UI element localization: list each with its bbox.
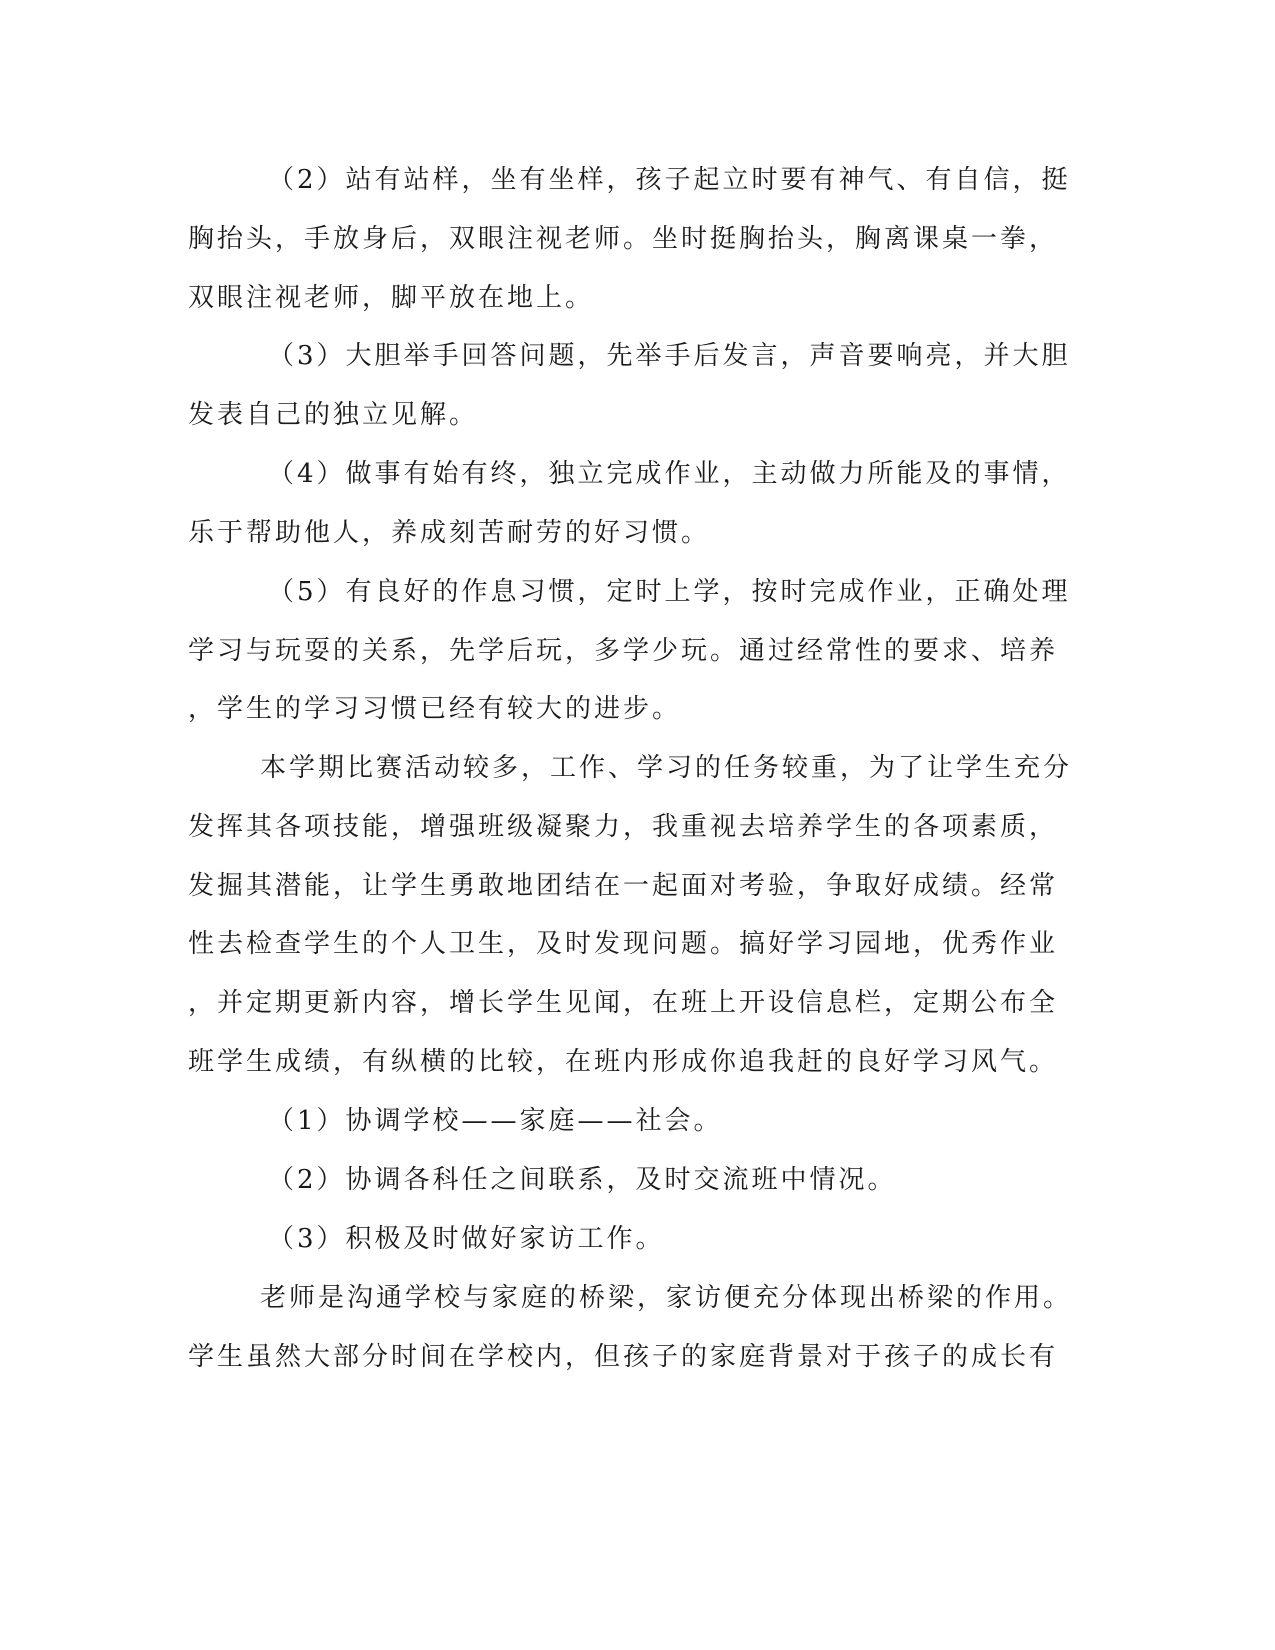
text-line: 老师是沟通学校与家庭的桥梁，家访便充分体现出桥梁的作用。 bbox=[260, 1283, 1073, 1313]
text-line: （3）积极及时做好家访工作。 bbox=[268, 1224, 665, 1254]
text-line: （1）协调学校——家庭——社会。 bbox=[268, 1106, 723, 1136]
text-line: 双眼注视老师，脚平放在地上。 bbox=[188, 283, 595, 313]
text-line: （5）有良好的作息习惯，定时上学，按时完成作业，正确处理 bbox=[268, 577, 1071, 607]
text-line: ，并定期更新内容，增长学生见闻，在班上开设信息栏，定期公布全 bbox=[188, 988, 1059, 1018]
text-line: （3）大胆举手回答问题，先举手后发言，声音要响亮，并大胆 bbox=[268, 341, 1071, 371]
text-line: 发表自己的独立见解。 bbox=[188, 400, 479, 430]
text-line: 学习与玩耍的关系，先学后玩，多学少玩。通过经常性的要求、培养 bbox=[188, 636, 1059, 666]
text-line: （4）做事有始有终，独立完成作业，主动做力所能及的事情， bbox=[268, 459, 1071, 489]
text-line: （2）站有站样，坐有坐样，孩子起立时要有神气、有自信，挺 bbox=[268, 165, 1071, 195]
text-line: 发掘其潜能，让学生勇敢地团结在一起面对考验，争取好成绩。经常 bbox=[188, 871, 1059, 901]
text-line: 班学生成绩，有纵横的比较，在班内形成你追我赶的良好学习风气。 bbox=[188, 1047, 1059, 1077]
text-line: 乐于帮助他人，养成刻苦耐劳的好习惯。 bbox=[188, 518, 711, 548]
text-line: 胸抬头，手放身后，双眼注视老师。坐时挺胸抬头，胸离课桌一拳， bbox=[188, 224, 1059, 254]
text-line: 发挥其各项技能，增强班级凝聚力，我重视去培养学生的各项素质， bbox=[188, 812, 1059, 842]
text-line: 性去检查学生的个人卫生，及时发现问题。搞好学习园地，优秀作业 bbox=[188, 929, 1059, 959]
text-line: 本学期比赛活动较多，工作、学习的任务较重，为了让学生充分 bbox=[260, 753, 1073, 783]
text-line: 学生虽然大部分时间在学校内，但孩子的家庭背景对于孩子的成长有 bbox=[188, 1342, 1059, 1372]
text-line: ，学生的学习习惯已经有较大的进步。 bbox=[188, 694, 682, 724]
text-line: （2）协调各科任之间联系，及时交流班中情况。 bbox=[268, 1165, 897, 1195]
